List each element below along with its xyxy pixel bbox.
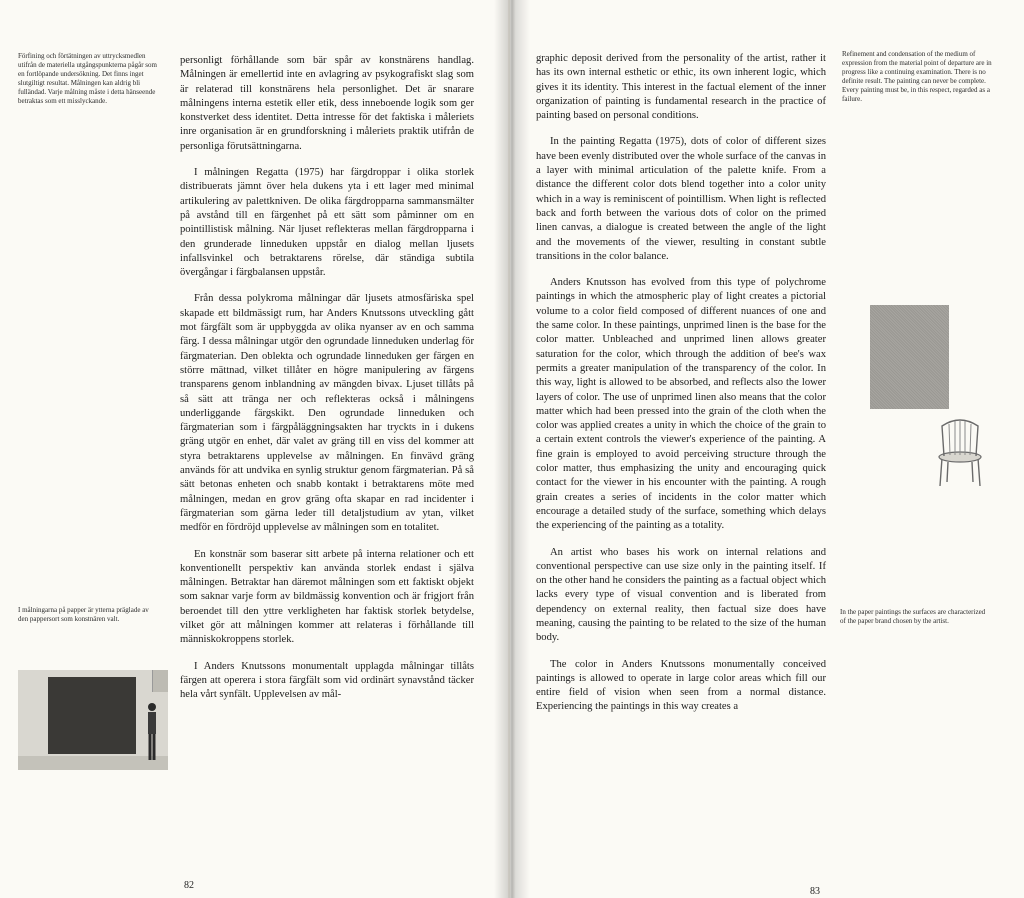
left-paragraph: personligt förhållande som bär spår av konstnärens handlag. Målningen är emellertid inte en avlagring av psykografiskt slag som är relaterad till konstnärens hela personlighet. Det är snarare målningens interna estetik eller etik, dess inneboende logik som ger konstverket dess identitet. Detta intresse för det faktiska i måleriets inre organisation är en grundforskning i måleriets praktik utifrån de personliga förutsättningarna. <box>180 55 474 152</box>
gallery-photo <box>18 670 168 770</box>
left-body-column <box>180 54 474 714</box>
left-paragraph: En konstnär som baserar sitt arbete på interna relationer och ett konventionellt perspektiv kan använda storlek endast i själva målningen. Betraktar han däremot målningen som ett faktiskt objekt som saknar varje form av bildmässig konvention och är frigjort från beroendet till den yttre verkligheten har faktisk storlek betydelse, vilket gör att målningen kommer att relateras i förhållande till människokroppens storlek. <box>180 548 474 646</box>
left-sidenote-bottom: I målningarna på papper är ytterna präglade av den pappersort som konstnären valt. <box>18 606 149 623</box>
left-page-number: 82 <box>184 880 194 891</box>
right-paragraph: An artist who bases his work on internal relations and conventional perspective can use size only in the painting itself. If on the other hand he considers the painting as a factual object which lacks every type of visual convention and is liberated from dependency on external reality, then factual size does have meaning, causing the painting to be related to the size of the human body. <box>536 546 826 644</box>
right-page-number: 83 <box>810 886 820 897</box>
right-paragraph: Anders Knutsson has evolved from this type of polychrome paintings in which the atmospheric play of light creates a pictorial volume to a color field composed of different nuances of one and the same color. In these paintings, unprimed linen is the base for the color matter. Unbleached and unprimed linen allows greater saturation for the color, which through the addition of bee's wax permits a greater manipulation of the transparency of the color. In this way, light is allowed to be absorbed, and reflects also the lower layers of color. The use of unprimed linen also means that the color matter which had been pressed into the grain of the cloth when the color was applied creates a unity in which the choice of the grain to a certain extent controls the viewer's experience of the painting. A fine grain is employed to avoid perceiving structure through the color matter, thus emphasizing the unity and encouraging quick contact for the viewer in his encounter with the painting. A rough grain creates a series of incidents in the color matter which encourage a detailed study of the surface, something which delays the experiencing of the painting as a totality. <box>536 277 826 532</box>
photo-painting <box>48 677 136 754</box>
chair-icon <box>932 412 988 488</box>
person-figure <box>146 702 158 762</box>
left-paragraph: I målningen Regatta (1975) har färgdroppar i olika storlek distribuerats jämnt över hela dukens yta i ett lager med minimal artikulering av palettkniven. De olika färgdropparna sammansmälter på avstånd till en färgenhet på ett sätt som påminner om en pointillistisk målning. När ljuset reflekteras mellan färgdropparna i den grunderade linneduken uppstår en dialog mellan ljusets infallsvinkel och betraktarens rörelse, där ständiga subtila övergångar i färgbalansen uppstår. <box>180 167 474 279</box>
painting-texture-image <box>870 305 949 409</box>
right-paragraph: graphic deposit derived from the personality of the artist, rather it has its own internal esthetic or ethic, its own inherent logic, which gives it its identity. This interest in the factual element of the inner organization of painting is fundamental research in the practice of painting based on personal conditions. <box>536 53 826 122</box>
left-paragraph: I Anders Knutssons monumentalt upplagda målningar tillåts färgen att operera i stora färgfält som vid ordinärt synavstånd täcker hela vårt synfält. Upplevelsen av mål- <box>180 660 474 701</box>
right-sidenote-bottom: In the paper paintings the surfaces are characterized of the paper brand chosen by the artist. <box>840 608 986 625</box>
left-sidenote-top: Förfining och förtätningen av uttrycksmedlen utifrån de materiella utgångspunkterna pågår som en fortlöpande undersökning. Det finns inget slutgiltigt resultat. Målningen kan aldrig bli fulländad. Varje målning måste i detta hänseende betraktas som ett misslyckande. <box>18 52 157 105</box>
left-page <box>0 0 508 898</box>
right-sidenote-top: Refinement and condensation of the medium of expression from the material point of departure are in progress like a continuing examination. There is no definite result. The painting can never be complete. Every painting must be, in this respect, regarded as a failure. <box>842 50 992 103</box>
right-body-column <box>536 52 826 727</box>
right-paragraph: The color in Anders Knutssons monumentally conceived paintings is allowed to operate in large color areas which fill our entire field of vision when seen from a normal distance. Experiencing the paintings in this way creates a <box>536 658 826 713</box>
photo-small-frame <box>152 670 168 692</box>
left-paragraph: Från dessa polykroma målningar där ljusets atmosfäriska spel skapade ett bildmässigt rum, har Anders Knutssons utveckling gått mot färgfält som är uppbyggda av olika nyanser av en och samma färg. I dessa målningar utgör den ogrundade linneduken underlag för färgmaterian. Den oblekta och ogrundade linneduken ger färgen en större mättnad, vilket tillåter en högre manipulering av färgens transparens genom inblandning av mängden bivax. Ljuset tillåts på så sätt att tränga ner och reflekteras också i målningens underliggande färgskikt. Den ogrundade linneduken och färgmaterian som i färgpåläggningsakten har tryckts in i dukens gräng utgör en enhet, där valet av gräng till en viss del kommer att styra betraktarens upplevelse av målningen. En finvävd gräng används för att undvika en synlig struktur genom färgmaterian. På så sätt betonas enheten och snabb kontakt i betraktarens möte med målningen, medan en grov gräng ofta skapar en rad incidenter i färgmaterian som gärna leder till detaljstudium av ytan, vilket medför en fördröjd upplevelse av målningen som en totalitet. <box>180 293 474 534</box>
right-paragraph: In the painting Regatta (1975), dots of color of different sizes have been evenly distributed over the whole surface of the canvas in a layer with minimal articulation of the palette knife. From a distance the different color dots blend together into a color unity which in a way is reminiscent of pointillism. When light is reflected back and forth between the various dots of color on the primed linen canvas, a dialogue is created between the angle of the light and the movements of the viewer, resulting in constant subtle transitions in the color balance. <box>536 136 826 262</box>
